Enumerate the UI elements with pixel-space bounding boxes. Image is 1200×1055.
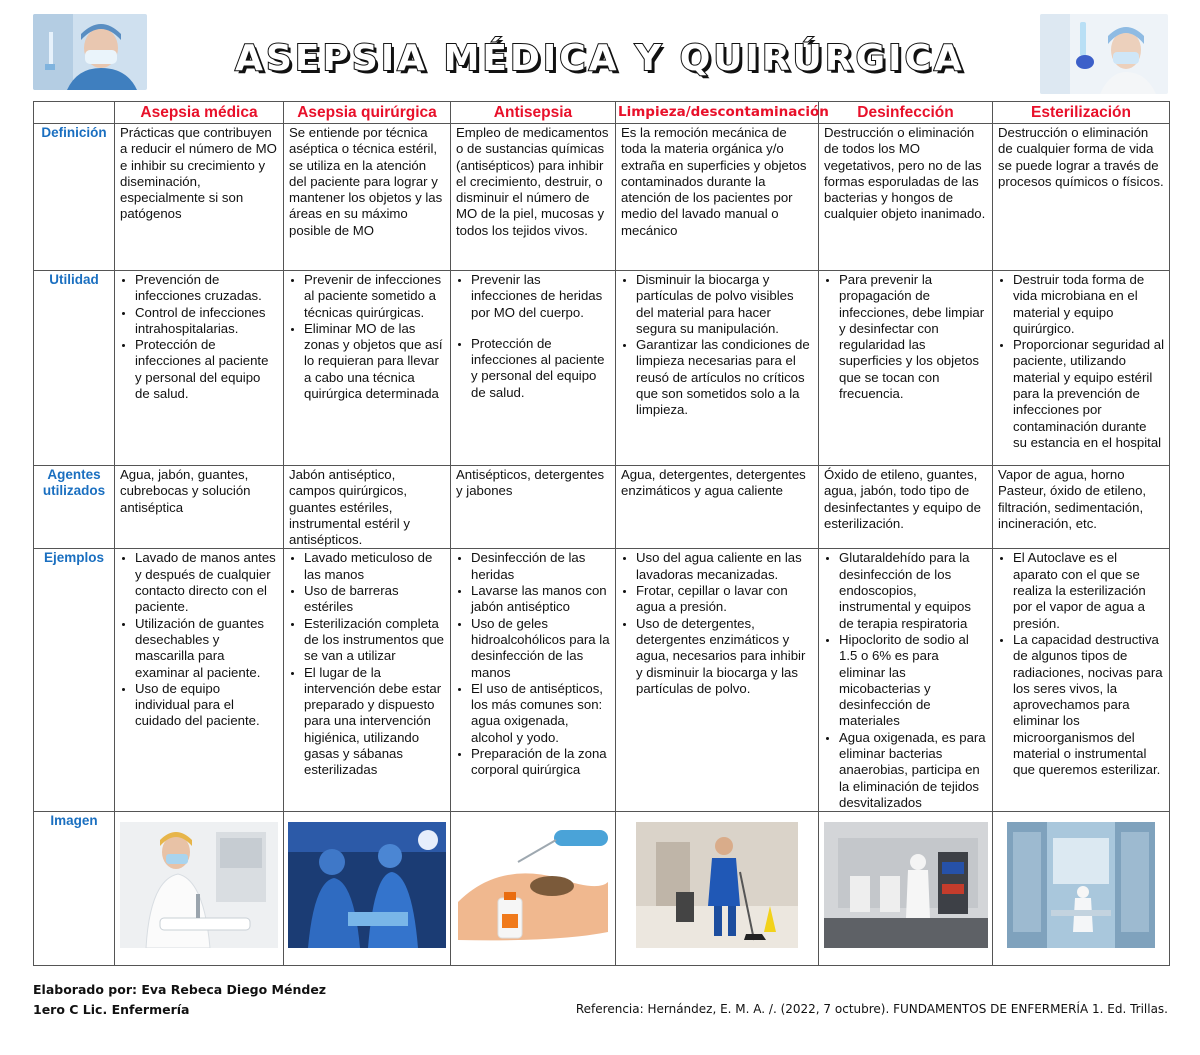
- list-item: • Preparación de la zona corporal quirúrgica: [471, 746, 610, 779]
- row-label-imagen: Imagen: [34, 812, 115, 966]
- cell-utilidad-1: [284, 271, 451, 466]
- nurse-test-tube-photo: [1040, 14, 1168, 94]
- cell-utilidad-3: [616, 271, 819, 466]
- col-header-asepsia-medica: Asepsia médica: [115, 102, 284, 124]
- row-label-definicion: Definición: [34, 124, 115, 271]
- list-gap: [471, 321, 610, 336]
- list-item: • Utilización de guantes desechables y mascarilla para examinar al paciente.: [135, 616, 278, 681]
- cell-ejemplos-2: [451, 549, 616, 812]
- list-item: • Lavarse las manos con jabón antiséptico: [471, 583, 610, 616]
- row-label-utilidad: Utilidad: [34, 271, 115, 466]
- list-item: • Agua oxigenada, es para eliminar bacterias anaerobias, participa en la eliminación de tejidos desvitalizados: [839, 730, 987, 811]
- row-definicion: [34, 124, 1170, 271]
- cell-agentes-2: Antisépticos, detergentes y jabones: [451, 466, 616, 549]
- list-item: • Control de infecciones intrahospitalarias.: [135, 305, 278, 338]
- header-row: [34, 102, 1170, 124]
- list-item: • Uso de equipo individual para el cuidado del paciente.: [135, 681, 278, 730]
- page-title: ASEPSIA MÉDICA Y QUIRÚRGICA: [235, 38, 965, 79]
- list-item: • El Autoclave es el aparato con el que se realiza la esterilización por el vapor de agua a presión.: [1013, 550, 1164, 631]
- list-item: • Uso del agua caliente en las lavadoras mecanizadas.: [636, 550, 813, 583]
- wound-antiseptic-photo: [458, 822, 608, 948]
- footer-author: Elaborado por: Eva Rebeca Diego Méndez: [33, 982, 327, 997]
- list-item: • Lavado de manos antes y después de cualquier contacto directo con el paciente.: [135, 550, 278, 615]
- list-item: • Protección de infecciones al paciente y personal del equipo de salud.: [471, 336, 610, 401]
- list-item: • Uso de barreras estériles: [304, 583, 445, 616]
- footer-group: 1ero C Lic. Enfermería: [33, 1002, 190, 1017]
- cell-imagen-2: [451, 812, 616, 966]
- list-item: • Protección de infecciones al paciente y personal del equipo de salud.: [135, 337, 278, 402]
- col-header-desinfeccion: Desinfección: [819, 102, 993, 124]
- footer-author-block: [33, 980, 326, 1020]
- cell-definicion-3: Es la remoción mecánica de toda la materia orgánica y/o extraña en superficies y objetos contaminados durante la atención de los pacientes por medio del lavado manual o mecánico: [616, 124, 819, 271]
- disinfection-suit-photo: [824, 822, 988, 948]
- cell-ejemplos-1: [284, 549, 451, 812]
- list-item: • Garantizar las condiciones de limpieza necesarias para el reusó de artículos no críticos que son sometidos solo a la limpieza.: [636, 337, 813, 418]
- row-label-ejemplos: Ejemplos: [34, 549, 115, 812]
- cell-agentes-0: Agua, jabón, guantes, cubrebocas y solución antiséptica: [115, 466, 284, 549]
- footer-reference: Referencia: Hernández, E. M. A. /. (2022, 7 octubre). FUNDAMENTOS DE ENFERMERÍA 1. Ed. Trillas.: [575, 1002, 1168, 1016]
- list-item: • El uso de antisépticos, los más comunes son: agua oxigenada, alcohol y yodo.: [471, 681, 610, 746]
- cell-agentes-5: Vapor de agua, horno Pasteur, óxido de etileno, filtración, sedimentación, incineración, etc.: [993, 466, 1170, 549]
- row-utilidad: [34, 271, 1170, 466]
- corner-cell: [34, 102, 115, 124]
- floor-cleaning-photo: [636, 822, 798, 948]
- cell-utilidad-2: [451, 271, 616, 466]
- row-imagen: [34, 812, 1170, 966]
- list-item: • Eliminar MO de las zonas y objetos que así lo requieran para llevar a cabo una técnica quirúrgica determinada: [304, 321, 445, 402]
- cell-agentes-4: Óxido de etileno, guantes, agua, jabón, todo tipo de desinfectantes y equipo de esterilización.: [819, 466, 993, 549]
- list-item: • Prevención de infecciones cruzadas.: [135, 272, 278, 305]
- cell-utilidad-5: [993, 271, 1170, 466]
- cell-agentes-3: Agua, detergentes, detergentes enzimáticos y agua caliente: [616, 466, 819, 549]
- cell-agentes-1: Jabón antiséptico, campos quirúrgicos, guantes estériles, instrumental estéril y antisépticos.: [284, 466, 451, 549]
- col-header-asepsia-quirurgica: Asepsia quirúrgica: [284, 102, 451, 124]
- cell-definicion-2: Empleo de medicamentos o de sustancias químicas (antisépticos) para inhibir el crecimiento, destruir, o disminuir el número de MO de la piel, mucosas y todos los tejidos vivos.: [451, 124, 616, 271]
- col-header-esterilizacion: Esterilización: [993, 102, 1170, 124]
- cell-imagen-0: [115, 812, 284, 966]
- cell-utilidad-0: [115, 271, 284, 466]
- list-item: • Desinfección de las heridas: [471, 550, 610, 583]
- cell-definicion-0: Prácticas que contribuyen a reducir el número de MO e inhibir su crecimiento y diseminación, especialmente si son patógenos: [115, 124, 284, 271]
- list-item: • Lavado meticuloso de las manos: [304, 550, 445, 583]
- row-ejemplos: [34, 549, 1170, 812]
- cell-ejemplos-5: [993, 549, 1170, 812]
- list-item: • Para prevenir la propagación de infecciones, debe limpiar y desinfectar con regularidad las superficies y los objetos que se tocan con frecuencia.: [839, 272, 987, 402]
- list-item: • Proporcionar seguridad al paciente, utilizando material y equipo estéril para la prevención de infecciones por contaminación durante su estancia en el hospital: [1013, 337, 1164, 451]
- list-item: • Disminuir la biocarga y partículas de polvo visibles del material para hacer segura su manipulación.: [636, 272, 813, 337]
- cell-ejemplos-4: [819, 549, 993, 812]
- row-agentes: [34, 466, 1170, 549]
- list-item: • Frotar, cepillar o lavar con agua a presión.: [636, 583, 813, 616]
- cell-ejemplos-0: [115, 549, 284, 812]
- list-item: • La capacidad destructiva de algunos tipos de radiaciones, nocivas para los seres vivos, la aprovechamos para eliminar los microorganismos del material o instrumental que queremos esterilizar.: [1013, 632, 1164, 779]
- handwashing-photo: [120, 822, 278, 948]
- asepsia-comparison-table: [33, 101, 1170, 966]
- cell-imagen-5: [993, 812, 1170, 966]
- cell-definicion-4: Destrucción o eliminación de todos los MO vegetativos, pero no de las formas esporuladas de las bacterias y hongos de cualquier objeto inanimado.: [819, 124, 993, 271]
- col-header-limpieza: Limpieza/descontaminación: [616, 102, 819, 124]
- list-item: • Prevenir de infecciones al paciente sometido a técnicas quirúrgicas.: [304, 272, 445, 321]
- surgery-team-photo: [288, 822, 446, 948]
- sterilization-room-photo: [1007, 822, 1155, 948]
- cell-definicion-5: Destrucción o eliminación de cualquier forma de vida se puede lograr a través de procesos químicos o físicos.: [993, 124, 1170, 271]
- list-item: • Uso de detergentes, detergentes enzimáticos y agua, necesarios para inhibir y disminuir la biocarga y las partículas de polvo.: [636, 616, 813, 697]
- cell-definicion-1: Se entiende por técnica aséptica o técnica estéril, se utiliza en la atención del paciente para lograr y mantener los objetos y las áreas en su máximo posible de MO: [284, 124, 451, 271]
- cell-utilidad-4: [819, 271, 993, 466]
- list-item: • Hipoclorito de sodio al 1.5 o 6% es para eliminar las micobacterias y desinfección de materiales: [839, 632, 987, 730]
- list-item: • Esterilización completa de los instrumentos que se van a utilizar: [304, 616, 445, 665]
- list-item: • El lugar de la intervención debe estar preparado y dispuesto para una intervención higiénica, utilizando gasas y sábanas esterilizadas: [304, 665, 445, 779]
- cell-imagen-4: [819, 812, 993, 966]
- row-label-agentes: Agentes utilizados: [34, 466, 115, 549]
- list-item: • Destruir toda forma de vida microbiana en el material y equipo quirúrgico.: [1013, 272, 1164, 337]
- list-item: • Uso de geles hidroalcohólicos para la desinfección de las manos: [471, 616, 610, 681]
- list-item: • Glutaraldehído para la desinfección de los endoscopios, instrumental y equipos de terapia respiratoria: [839, 550, 987, 631]
- cell-imagen-1: [284, 812, 451, 966]
- col-header-antisepsia: Antisepsia: [451, 102, 616, 124]
- cell-imagen-3: [616, 812, 819, 966]
- list-item: • Prevenir las infecciones de heridas por MO del cuerpo.: [471, 272, 610, 321]
- cell-ejemplos-3: [616, 549, 819, 812]
